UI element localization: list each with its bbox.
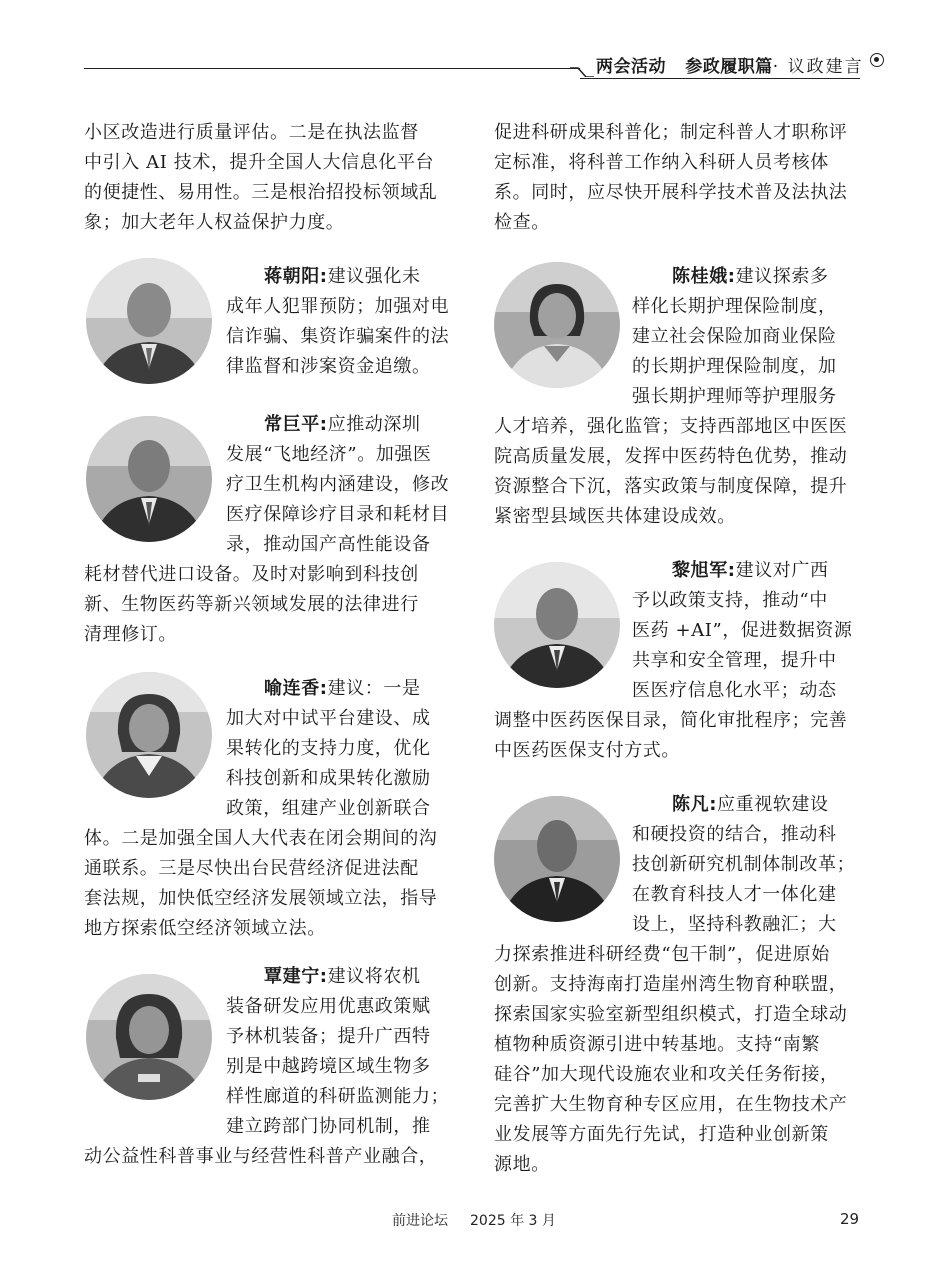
yu-line: 通联系。三是尽快出台民营经济促进法配 xyxy=(84,858,419,879)
chen-fan-line: 植物种质资源引进中转基地。支持“南繁 xyxy=(494,1034,821,1055)
jiang-line: 信诈骗、集资诈骗案件的法 xyxy=(226,326,450,347)
chen-guie-line: 陈桂娥:建议探索多 xyxy=(672,266,829,287)
qin-name: 覃建宁: xyxy=(264,966,328,987)
chang-line: 耗材替代进口设备。及时对影响到科技创 xyxy=(84,564,419,585)
chen-fan-line: 源地。 xyxy=(494,1154,550,1175)
qin-line: 装备研发应用优惠政策赋 xyxy=(226,996,431,1017)
qin-line: 样性廊道的科研监测能力； xyxy=(226,1086,450,1107)
chen-fan-name: 陈凡: xyxy=(672,794,717,815)
qin-line: 动公益性科普事业与经营性科普产业融合， xyxy=(84,1146,438,1167)
left-intro-line: 象；加大老年人权益保护力度。 xyxy=(84,212,345,233)
chen-fan-line: 硅谷”加大现代设施农业和攻关任务衔接， xyxy=(494,1064,839,1085)
yu-name: 喻连香: xyxy=(264,678,328,699)
qin-line: 建立跨部门协同机制，推 xyxy=(226,1116,431,1137)
li-line: 黎旭军:建议对广西 xyxy=(672,560,829,581)
chen-guie-name: 陈桂娥: xyxy=(672,266,736,287)
li-line: 予以政策支持，推动“中 xyxy=(632,590,828,611)
portrait-chen-fan xyxy=(494,796,620,922)
li-line: 共享和安全管理，提升中 xyxy=(632,650,837,671)
li-line: 调整中医药医保目录，简化审批程序；完善 xyxy=(494,710,848,731)
chen-fan-line: 力探索推进科研经费“包干制”，促进原始 xyxy=(494,944,830,965)
header-subcolumn: · 议政建言 xyxy=(772,57,864,77)
left-intro-line: 中引入 AI 技术，提升全国人大信息化平台 xyxy=(84,152,435,173)
qin-line: 别是中越跨境区域生物多 xyxy=(226,1056,431,1077)
portrait-li-xujun xyxy=(494,562,620,688)
chang-line: 疗卫生机构内涵建设，修改 xyxy=(226,474,450,495)
portrait-chen-guie xyxy=(494,262,620,388)
chen-fan-line: 创新。支持海南打造崖州湾生物育种联盟， xyxy=(494,974,848,995)
footer-journal: 前进论坛 xyxy=(392,1213,448,1229)
page-number: 29 xyxy=(840,1210,860,1228)
header-column: 参政履职篇 xyxy=(685,57,773,77)
header-rule xyxy=(84,68,580,69)
target-icon xyxy=(870,53,884,67)
portrait-jiang-chaoyang xyxy=(86,258,212,384)
chang-line: 清理修订。 xyxy=(84,624,177,645)
jiang-line: 成年人犯罪预防；加强对电 xyxy=(226,296,450,317)
chen-fan-line: 探索国家实验室新型组织模式，打造全球动 xyxy=(494,1004,848,1025)
chen-guie-line: 的长期护理保险制度，加 xyxy=(632,356,837,377)
left-intro-line: 小区改造进行质量评估。二是在执法监督 xyxy=(84,122,419,143)
chen-fan-line: 陈凡:应重视软建设 xyxy=(672,794,829,815)
yu-line: 政策，组建产业创新联合 xyxy=(226,798,431,819)
yu-line: 果转化的支持力度，优化 xyxy=(226,738,431,759)
jiang-line: 律监督和涉案资金追缴。 xyxy=(226,356,431,377)
chang-name: 常巨平: xyxy=(264,414,328,435)
header-slant xyxy=(570,63,594,77)
left-intro-line: 的便捷性、易用性。三是根治招投标领域乱 xyxy=(84,182,438,203)
yu-line: 喻连香:建议：一是 xyxy=(264,678,421,699)
jiang-name: 蒋朝阳: xyxy=(264,266,328,287)
portrait-qin-jianning xyxy=(86,974,212,1100)
chang-line: 医疗保障诊疗目录和耗材目 xyxy=(226,504,450,525)
li-line: 医医疗信息化水平；动态 xyxy=(632,680,837,701)
chang-line: 发展“飞地经济”。加强医 xyxy=(226,444,432,465)
yu-line: 科技创新和成果转化激励 xyxy=(226,768,431,789)
yu-line: 加大对中试平台建设、成 xyxy=(226,708,431,729)
chang-line: 新、生物医药等新兴领域发展的法律进行 xyxy=(84,594,419,615)
qin-line: 覃建宁:建议将农机 xyxy=(264,966,421,987)
portrait-yu-lianxiang xyxy=(86,672,212,798)
right-intro-line: 系。同时，应尽快开展科学技术普及法执法 xyxy=(494,182,848,203)
yu-line: 地方探索低空经济领域立法。 xyxy=(84,918,326,939)
yu-line: 套法规，加快低空经济发展领域立法，指导 xyxy=(84,888,438,909)
chen-fan-line: 和硬投资的结合，推动科 xyxy=(632,824,837,845)
right-intro-line: 定标准，将科普工作纳入科研人员考核体 xyxy=(494,152,829,173)
right-intro-line: 检查。 xyxy=(494,212,550,233)
chang-line: 常巨平:应推动深圳 xyxy=(264,414,421,435)
header-section: 两会活动 xyxy=(596,57,666,77)
chen-fan-line: 完善扩大生物育种专区应用，在生物技术产 xyxy=(494,1094,848,1115)
footer-date: 2025 年 3 月 xyxy=(470,1213,556,1229)
yu-line: 体。二是加强全国人大代表在闭会期间的沟 xyxy=(84,828,438,849)
qin-line: 予林机装备；提升广西特 xyxy=(226,1026,431,1047)
chen-fan-line: 技创新研究机制体制改革； xyxy=(632,854,856,875)
header-rule-lower xyxy=(580,78,860,79)
chen-fan-line: 设上，坚持科教融汇；大 xyxy=(632,914,837,935)
chang-line: 录，推动国产高性能设备 xyxy=(226,534,431,555)
chen-fan-line: 业发展等方面先行先试，打造种业创新策 xyxy=(494,1124,829,1145)
right-intro-line: 促进科研成果科普化；制定科普人才职称评 xyxy=(494,122,848,143)
chen-guie-line: 建立社会保险加商业保险 xyxy=(632,326,837,347)
chen-guie-line: 资源整合下沉，落实政策与制度保障，提升 xyxy=(494,476,848,497)
chen-guie-line: 强长期护理师等护理服务 xyxy=(632,386,837,407)
li-line: 中医药医保支付方式。 xyxy=(494,740,680,761)
chen-guie-line: 院高质量发展，发挥中医药特色优势，推动 xyxy=(494,446,848,467)
jiang-line: 蒋朝阳:建议强化未 xyxy=(264,266,421,287)
li-name: 黎旭军: xyxy=(672,560,736,581)
chen-fan-line: 在教育科技人才一体化建 xyxy=(632,884,837,905)
chen-guie-line: 紧密型县域医共体建设成效。 xyxy=(494,506,736,527)
chen-guie-line: 人才培养，强化监管；支持西部地区中医医 xyxy=(494,416,848,437)
running-header xyxy=(596,52,864,77)
chen-guie-line: 样化长期护理保险制度， xyxy=(632,296,837,317)
li-line: 医药 +AI”，促进数据资源 xyxy=(632,620,853,641)
portrait-chang-juping xyxy=(86,416,212,542)
